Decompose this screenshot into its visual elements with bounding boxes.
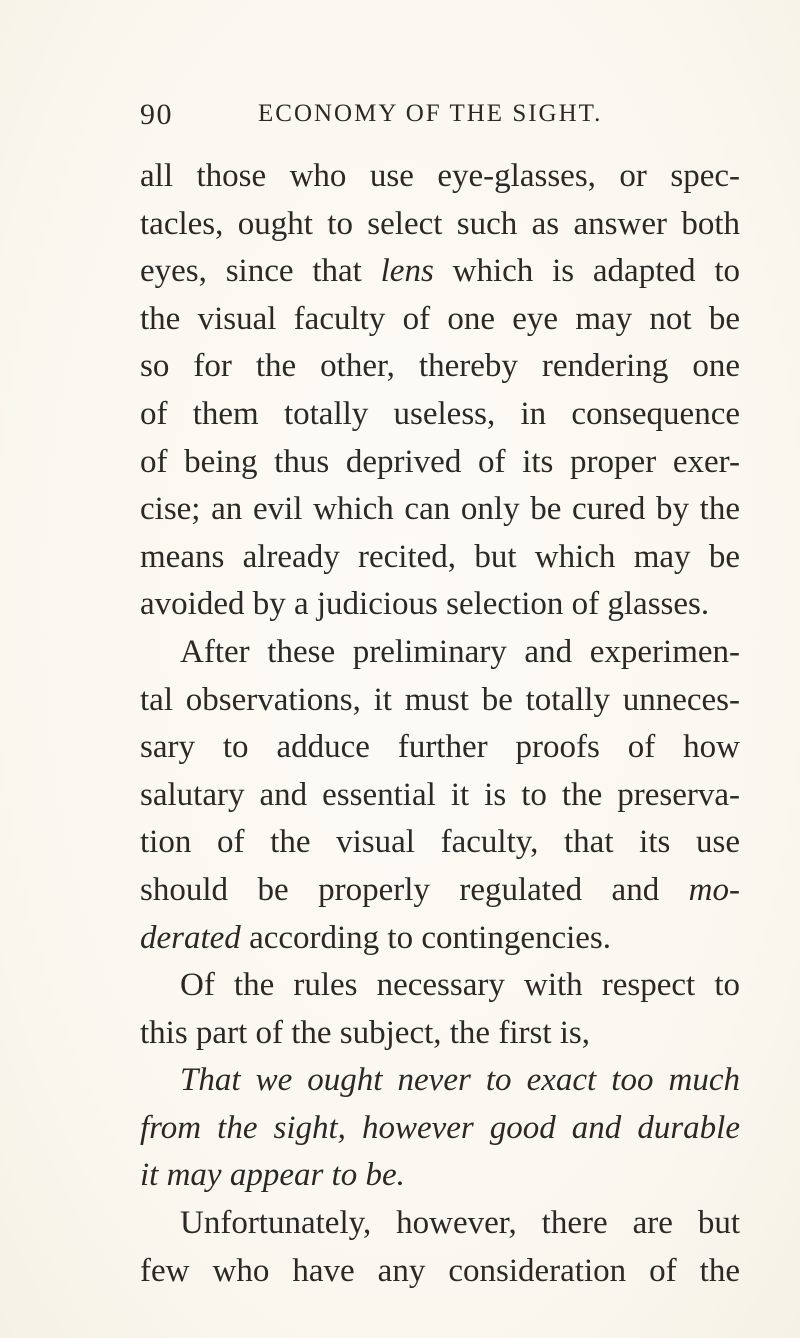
text-segment: the visual faculty of one eye may not be (140, 300, 740, 337)
text-line (140, 248, 740, 296)
text-segment: Unfortunately, however, there are but (180, 1205, 740, 1242)
text-line (140, 391, 740, 439)
text-line (140, 343, 740, 391)
text-segment: sary to adduce further proofs of how (140, 729, 740, 766)
italic-text: That we ought never to exact too much (180, 1062, 740, 1099)
text-segment: eyes, since that (140, 253, 381, 290)
text-line (140, 962, 740, 1010)
text-line (140, 153, 740, 201)
text-segment: so for the other, thereby rendering one (140, 348, 740, 385)
text-segment: should be properly regulated and (140, 871, 689, 908)
text-segment: cise; an evil which can only be cured by the (140, 491, 740, 528)
text-line (140, 486, 740, 534)
text-segment: avoided by a judicious selection of glasses. (140, 586, 710, 623)
text-segment: After these preliminary and experimen- (180, 633, 740, 670)
italic-text: mo- (688, 871, 740, 908)
text-segment: tal observations, it must be totally unneces- (140, 681, 740, 718)
text-segment: all those who use eye-glasses, or spec- (140, 158, 740, 194)
text-segment: salutary and essential it is to the preserva- (140, 776, 740, 813)
text-segment: Of the rules necessary with respect to (180, 967, 740, 1004)
italic-text: it may appear to be. (140, 1157, 405, 1194)
page-number: 90 (140, 98, 173, 131)
text-segment: of them totally useless, in consequence (140, 395, 740, 432)
text-line (140, 439, 740, 487)
text-line (140, 819, 740, 867)
text-segment: of being thus deprived of its proper exer- (140, 443, 740, 480)
text-segment: which is adapted to (433, 253, 740, 290)
text-line (140, 201, 740, 249)
text-segment: tacles, ought to select such as answer both (140, 205, 740, 242)
running-head: ECONOMY OF THE SIGHT. (258, 100, 603, 127)
text-line (140, 629, 740, 677)
text-line (140, 1248, 740, 1296)
text-segment: according to contingencies. (240, 919, 612, 956)
italic-text: from the sight, however good and durable (140, 1109, 740, 1146)
text-segment: tion of the visual faculty, that its use (140, 824, 740, 861)
page-header (140, 98, 740, 138)
italic-text: derated (140, 919, 241, 956)
text-line (140, 1057, 740, 1105)
text-line (140, 1105, 740, 1153)
text-line (140, 724, 740, 772)
text-line (140, 534, 740, 582)
text-line (140, 677, 740, 725)
body-text (140, 153, 740, 1295)
text-line (140, 915, 740, 963)
text-segment: this part of the subject, the first is, (140, 1014, 590, 1051)
text-line (140, 1200, 740, 1248)
text-segment: few who have any consideration of the (140, 1252, 740, 1289)
text-line (140, 296, 740, 344)
text-line (140, 581, 740, 629)
text-line (140, 867, 740, 915)
text-line (140, 1010, 740, 1058)
text-line (140, 772, 740, 820)
text-segment: means already recited, but which may be (140, 538, 740, 575)
italic-text: lens (380, 253, 434, 290)
text-line (140, 1152, 740, 1200)
